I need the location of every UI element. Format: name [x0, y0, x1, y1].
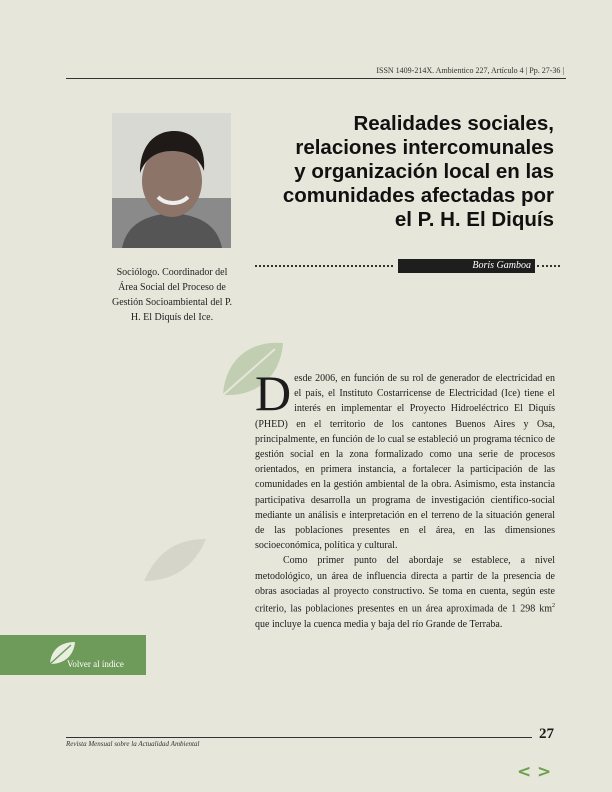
- superscript: 2: [552, 603, 555, 610]
- paragraph-text: que incluye la cuenca media y baja del río Grande de Terraba.: [255, 618, 503, 630]
- back-to-index-label: Volver al índice: [67, 659, 124, 669]
- paragraph: [255, 553, 555, 631]
- paragraph-text: esde 2006, en función de su rol de generador de electricidad en el país, el Instituto Costarricense de Electricidad (Ice) tiene el interés en implementar el Proyecto Hidroeléctrico El Diquís (PHED) en el territorio de los cantones Buenos Aires y Osa, principalmente, en función de lo cual se estableció un programa técnico de gestión social en la zona formalizado como una serie de procesos orientados, en primera instancia, a fortalecer la participación de las comunidades en la gestión ambiental de la obra. Asimismo, esta instancia participativa desarrolla un programa de investigación científico-social mediante un análisis e interpretación en el terreno de la situación general de las poblaciones presentes en el área, en las dimensiones socioeconómica, política y cultural.: [255, 373, 555, 552]
- title-line: Realidades sociales,: [353, 112, 554, 135]
- author-name: Boris Gamboa: [398, 259, 535, 273]
- paragraph: [255, 365, 555, 553]
- issn-line: ISSN 1409-214X. Ambientico 227, Artículo 4 | Pp. 27-36 |: [376, 66, 564, 75]
- article-title: [224, 112, 554, 232]
- paragraph-text: Como primer punto del abordaje se establece, a nivel metodológico, un área de influencia directa a partir de la presencia de obras asociadas al proyecto constructivo. Se toma en cuenta, según este criterio, las poblaciones presentes en un área aproximada de 1 298 km: [255, 555, 555, 615]
- previous-page-button[interactable]: <: [517, 762, 532, 782]
- title-line: y organización local en las: [294, 160, 554, 183]
- title-line: comunidades afectadas por: [282, 184, 554, 207]
- author-bar: [255, 259, 560, 273]
- next-page-button[interactable]: >: [537, 762, 552, 782]
- back-to-index-button[interactable]: [0, 635, 146, 675]
- dotted-rule: [537, 265, 560, 267]
- footer-rule: [66, 737, 532, 738]
- author-bar-accent: [398, 259, 412, 273]
- dotted-rule: [255, 265, 393, 267]
- header-rule: [66, 78, 566, 79]
- drop-cap: D: [255, 365, 292, 421]
- article-body: [255, 365, 555, 632]
- title-line: relaciones intercomunales: [295, 136, 554, 159]
- author-photo: [112, 113, 231, 248]
- author-bio: Sociólogo. Coordinador del Área Social del Proceso de Gestión Socioambiental del P. H. El Diquís del Ice.: [112, 267, 232, 323]
- leaf-watermark-icon: [140, 535, 210, 585]
- title-line: el P. H. El Diquís: [394, 208, 554, 231]
- journal-name: Revista Mensual sobre la Actualidad Ambiental: [66, 740, 200, 748]
- page-number: 27: [539, 726, 554, 742]
